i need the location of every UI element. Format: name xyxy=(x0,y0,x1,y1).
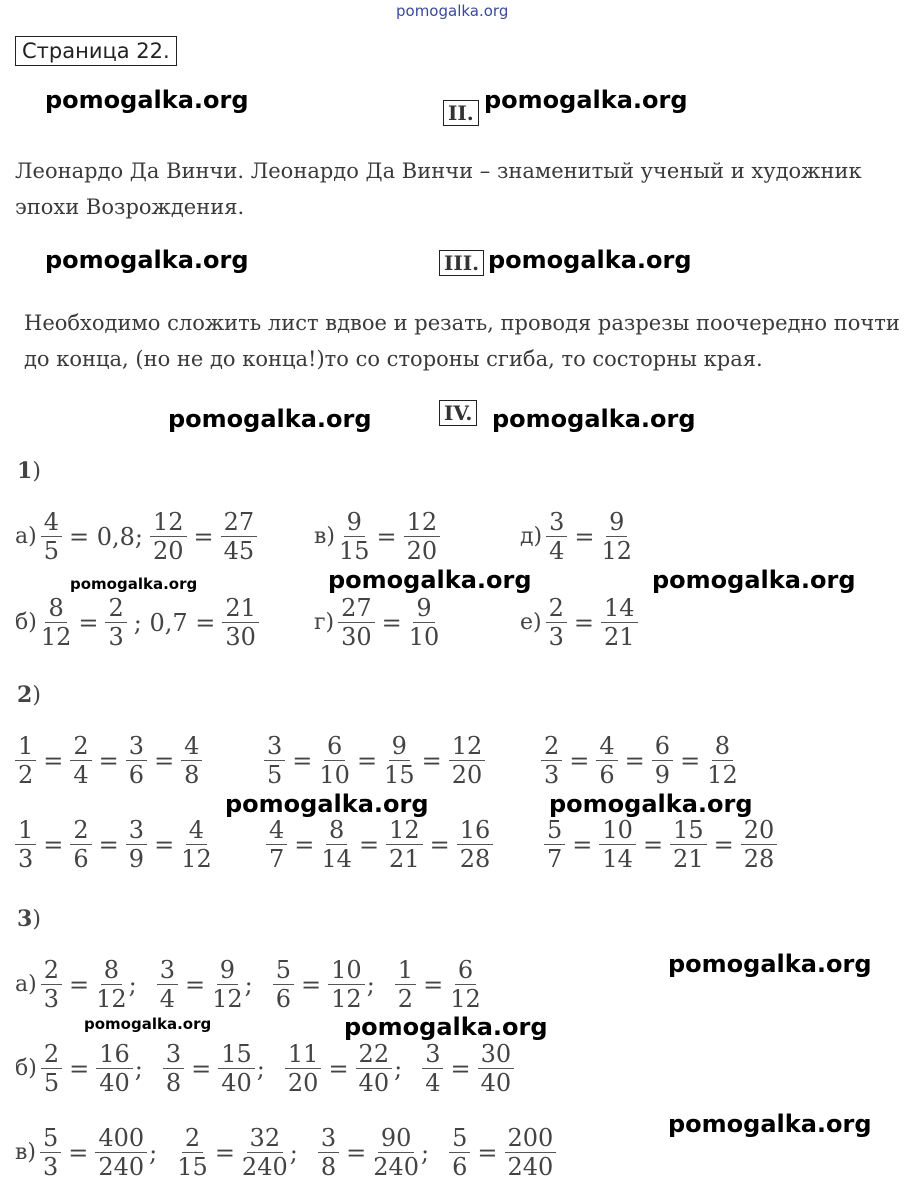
equation xyxy=(420,1040,516,1097)
numerator: 8 xyxy=(45,594,66,623)
fraction xyxy=(70,816,91,873)
equation xyxy=(271,956,375,1013)
fraction xyxy=(541,732,562,789)
separator: ; xyxy=(289,1138,298,1167)
watermark: pomogalka.org xyxy=(488,246,692,274)
denominator: 40 xyxy=(480,1069,512,1097)
denominator: 240 xyxy=(98,1153,145,1181)
item-label: г) xyxy=(314,610,335,635)
numerator: 5 xyxy=(544,816,565,845)
fraction xyxy=(150,508,187,565)
operator: = xyxy=(68,1138,89,1167)
numerator: 15 xyxy=(218,1040,255,1069)
operator: = xyxy=(43,746,64,775)
section-iii-text: Необходимо сложить лист вдвое и резать, проводя разрезы поочередно почти до конца, (но не до конца!)то со стороны сгиба, то состорны края. xyxy=(24,311,900,371)
numerator: 1 xyxy=(15,816,36,845)
fraction xyxy=(177,1124,208,1181)
fraction xyxy=(319,732,350,789)
numerator: 27 xyxy=(338,594,375,623)
operator: = xyxy=(43,830,64,859)
operator: = xyxy=(154,830,175,859)
watermark: pomogalka.org xyxy=(484,86,688,114)
numerator: 2 xyxy=(41,956,62,985)
equation xyxy=(175,1124,298,1181)
fraction xyxy=(95,1124,147,1181)
separator: ; xyxy=(256,1054,265,1083)
watermark: pomogalka.org xyxy=(668,1110,872,1138)
watermark: pomogalka.org xyxy=(652,566,856,594)
equation xyxy=(316,1124,429,1181)
task2-chain xyxy=(13,816,214,873)
denominator: 20 xyxy=(406,537,438,565)
numerator: 9 xyxy=(217,956,238,985)
denominator: 6 xyxy=(599,761,615,789)
operator: = xyxy=(680,746,701,775)
numerator: 12 xyxy=(449,732,486,761)
operator: = xyxy=(381,608,402,637)
task2-chain xyxy=(262,732,487,789)
operator: = xyxy=(358,830,380,859)
fraction xyxy=(273,956,294,1013)
task2-chain xyxy=(539,732,740,789)
operator: = xyxy=(78,608,99,637)
task1-item xyxy=(314,594,441,651)
fraction xyxy=(373,1124,419,1181)
watermark: pomogalka.org xyxy=(344,1013,548,1041)
denominator: 10 xyxy=(319,761,350,789)
fraction xyxy=(449,732,486,789)
task1-item xyxy=(520,508,634,565)
denominator: 20 xyxy=(152,537,184,565)
denominator: 6 xyxy=(275,985,292,1013)
fraction xyxy=(546,508,567,565)
operator: = xyxy=(98,746,119,775)
numerator: 3 xyxy=(157,956,178,985)
fraction xyxy=(386,816,423,873)
separator: ; xyxy=(149,1138,158,1167)
numerator: 8 xyxy=(101,956,122,985)
operator: = xyxy=(294,830,315,859)
numerator: 90 xyxy=(378,1124,415,1153)
denominator: 30 xyxy=(225,623,256,651)
fraction xyxy=(181,732,202,789)
section-ii-text: Леонардо Да Винчи. Леонардо Да Винчи – знаменитый ученый и художник эпохи Возрождения. xyxy=(15,159,862,219)
numerator: 12 xyxy=(150,508,187,537)
fraction xyxy=(596,732,617,789)
fraction xyxy=(321,816,352,873)
numerator: 5 xyxy=(273,956,294,985)
denominator: 12 xyxy=(96,985,127,1013)
fraction xyxy=(41,1040,62,1097)
numerator: 2 xyxy=(70,816,91,845)
denominator: 4 xyxy=(549,537,565,565)
separator: ; xyxy=(134,1054,143,1083)
watermark: pomogalka.org xyxy=(328,566,532,594)
fraction xyxy=(212,956,243,1013)
watermark: pomogalka.org xyxy=(45,246,249,274)
operator: = xyxy=(214,1138,235,1167)
fraction xyxy=(338,594,375,651)
section-iii-label: III. xyxy=(439,250,484,276)
fraction xyxy=(126,732,147,789)
item-label: в) xyxy=(314,524,335,549)
numerator: 14 xyxy=(601,594,638,623)
operator: = xyxy=(69,1054,90,1083)
numerator: 2 xyxy=(546,594,567,623)
denominator: 6 xyxy=(452,1153,468,1181)
numerator: 6 xyxy=(652,732,673,761)
numerator: 12 xyxy=(404,508,441,537)
numerator: 8 xyxy=(712,732,733,761)
denominator: 30 xyxy=(341,623,372,651)
operator: = xyxy=(346,1138,367,1167)
operator: = xyxy=(193,522,214,551)
operator: = xyxy=(292,746,313,775)
equation xyxy=(39,956,137,1013)
fraction xyxy=(41,594,72,651)
equation xyxy=(283,1040,402,1097)
fraction xyxy=(221,508,258,565)
fraction xyxy=(328,956,365,1013)
task2-chain xyxy=(542,816,779,873)
fraction xyxy=(505,1124,557,1181)
fraction xyxy=(457,816,494,873)
task3-row xyxy=(15,1040,534,1097)
numerator: 16 xyxy=(96,1040,133,1069)
denominator: 3 xyxy=(42,1153,59,1181)
numerator: 200 xyxy=(505,1124,557,1153)
numerator: 3 xyxy=(126,732,147,761)
watermark: pomogalka.org xyxy=(492,405,696,433)
operator: = xyxy=(376,522,397,551)
numerator: 3 xyxy=(546,508,567,537)
fraction xyxy=(96,1040,133,1097)
denominator: 12 xyxy=(601,537,633,565)
denominator: 240 xyxy=(373,1153,420,1181)
denominator: 21 xyxy=(673,845,704,873)
fraction xyxy=(601,594,638,651)
equation xyxy=(155,956,253,1013)
separator: ; xyxy=(244,970,253,999)
watermark: pomogalka.org xyxy=(84,1015,212,1033)
separator: ; xyxy=(366,970,375,999)
task-1-number: 1) xyxy=(17,458,41,484)
denominator: 9 xyxy=(654,761,671,789)
section-ii-label: II. xyxy=(443,100,479,126)
numerator: 2 xyxy=(182,1124,203,1153)
fraction xyxy=(218,1040,255,1097)
section-iv-label: IV. xyxy=(439,400,477,426)
denominator: 12 xyxy=(450,985,481,1013)
fraction xyxy=(96,956,127,1013)
equation xyxy=(393,956,483,1013)
denominator: 15 xyxy=(338,537,370,565)
numerator: 1 xyxy=(395,956,416,985)
operator: = xyxy=(642,830,664,859)
denominator: 3 xyxy=(43,985,59,1013)
numerator: 30 xyxy=(478,1040,515,1069)
operator: = xyxy=(356,746,378,775)
denominator: 240 xyxy=(241,1153,288,1181)
denominator: 4 xyxy=(159,985,176,1013)
denominator: 5 xyxy=(43,1069,60,1097)
fraction xyxy=(266,816,287,873)
fraction xyxy=(478,1040,515,1097)
operator: = xyxy=(328,1054,349,1083)
denominator: 4 xyxy=(425,1069,441,1097)
denominator: 8 xyxy=(165,1069,182,1097)
numerator: 8 xyxy=(326,816,347,845)
equation xyxy=(161,1040,265,1097)
task1-item xyxy=(15,594,261,651)
denominator: 12 xyxy=(331,985,362,1013)
denominator: 28 xyxy=(459,845,491,873)
denominator: 40 xyxy=(221,1069,252,1097)
denominator: 6 xyxy=(73,845,89,873)
denominator: 21 xyxy=(604,623,635,651)
fraction xyxy=(15,816,36,873)
watermark: pomogalka.org xyxy=(549,790,753,818)
operator: = xyxy=(624,746,645,775)
operator: = xyxy=(573,608,594,637)
denominator: 12 xyxy=(181,845,212,873)
watermark: pomogalka.org xyxy=(70,575,198,593)
numerator: 4 xyxy=(266,816,287,845)
denominator: 40 xyxy=(99,1069,130,1097)
operator: = xyxy=(185,970,206,999)
numerator: 4 xyxy=(596,732,617,761)
fraction xyxy=(105,594,126,651)
denominator: 20 xyxy=(287,1069,319,1097)
site-url-watermark: pomogalka.org xyxy=(396,2,509,20)
denominator: 21 xyxy=(389,845,420,873)
numerator: 2 xyxy=(41,1040,62,1069)
fraction xyxy=(652,732,673,789)
operator: ; 0,7 = xyxy=(133,608,216,637)
item-label: д) xyxy=(520,524,543,549)
fraction xyxy=(599,816,636,873)
fraction xyxy=(544,816,565,873)
operator: = xyxy=(423,970,444,999)
fraction xyxy=(741,816,778,873)
numerator: 2 xyxy=(105,594,126,623)
task1-item xyxy=(15,508,259,565)
numerator: 21 xyxy=(222,594,259,623)
denominator: 2 xyxy=(397,985,414,1013)
fraction xyxy=(242,1124,288,1181)
fraction xyxy=(707,732,738,789)
numerator: 9 xyxy=(389,732,410,761)
item-label: в) xyxy=(15,1140,36,1165)
operator: = xyxy=(421,746,442,775)
denominator: 14 xyxy=(321,845,352,873)
item-label: б) xyxy=(15,1056,37,1081)
numerator: 3 xyxy=(126,816,147,845)
numerator: 2 xyxy=(70,732,91,761)
denominator: 3 xyxy=(544,761,560,789)
denominator: 3 xyxy=(18,845,34,873)
task3-row xyxy=(15,1124,576,1181)
denominator: 15 xyxy=(177,1153,208,1181)
watermark: pomogalka.org xyxy=(45,86,249,114)
task1-item xyxy=(314,508,442,565)
fraction xyxy=(157,956,178,1013)
denominator: 4 xyxy=(73,761,89,789)
numerator: 2 xyxy=(541,732,562,761)
denominator: 3 xyxy=(108,623,124,651)
fraction xyxy=(409,594,440,651)
denominator: 9 xyxy=(128,845,145,873)
operator: = xyxy=(191,1054,212,1083)
fraction xyxy=(450,956,481,1013)
numerator: 22 xyxy=(356,1040,393,1069)
denominator: 45 xyxy=(223,537,255,565)
separator: ; xyxy=(421,1138,430,1167)
numerator: 3 xyxy=(318,1124,339,1153)
numerator: 4 xyxy=(41,508,62,537)
numerator: 3 xyxy=(163,1040,184,1069)
watermark: pomogalka.org xyxy=(225,790,429,818)
separator: ; xyxy=(394,1054,403,1083)
operator: = xyxy=(569,746,590,775)
fraction xyxy=(126,816,147,873)
task1-item xyxy=(520,594,640,651)
numerator: 1 xyxy=(15,732,36,761)
fraction xyxy=(422,1040,443,1097)
numerator: 20 xyxy=(741,816,778,845)
page-header: Страница 22. xyxy=(15,36,177,66)
denominator: 40 xyxy=(358,1069,390,1097)
numerator: 9 xyxy=(344,508,365,537)
equation xyxy=(38,1124,157,1181)
denominator: 7 xyxy=(269,845,285,873)
equation xyxy=(447,1124,558,1181)
fraction xyxy=(318,1124,339,1181)
fraction xyxy=(546,594,567,651)
operator: = xyxy=(429,830,450,859)
fraction xyxy=(41,956,62,1013)
item-label: а) xyxy=(15,524,37,549)
denominator: 12 xyxy=(40,623,72,651)
numerator: 400 xyxy=(95,1124,147,1153)
denominator: 8 xyxy=(320,1153,337,1181)
fraction xyxy=(384,732,415,789)
denominator: 240 xyxy=(507,1153,554,1181)
numerator: 6 xyxy=(324,732,345,761)
fraction xyxy=(15,732,36,789)
fraction xyxy=(181,816,212,873)
operator: = xyxy=(572,830,593,859)
task-3-number: 3) xyxy=(17,906,41,932)
operator: = xyxy=(450,1054,471,1083)
numerator: 9 xyxy=(606,508,627,537)
watermark: pomogalka.org xyxy=(668,950,872,978)
operator: = xyxy=(713,830,734,859)
task-2-number: 2) xyxy=(17,682,41,708)
denominator: 10 xyxy=(408,623,440,651)
numerator: 5 xyxy=(449,1124,470,1153)
fraction xyxy=(395,956,416,1013)
numerator: 3 xyxy=(422,1040,443,1069)
denominator: 5 xyxy=(43,537,59,565)
fraction xyxy=(285,1040,322,1097)
equation xyxy=(39,1040,143,1097)
denominator: 12 xyxy=(707,761,738,789)
denominator: 14 xyxy=(602,845,633,873)
task2-chain xyxy=(13,732,204,789)
denominator: 20 xyxy=(451,761,483,789)
task3-row xyxy=(15,956,501,1013)
numerator: 3 xyxy=(264,732,285,761)
numerator: 10 xyxy=(328,956,365,985)
denominator: 12 xyxy=(212,985,243,1013)
numerator: 4 xyxy=(181,732,202,761)
operator: = 0,8; xyxy=(68,522,143,551)
denominator: 3 xyxy=(548,623,564,651)
denominator: 15 xyxy=(384,761,415,789)
numerator: 5 xyxy=(40,1124,61,1153)
fraction xyxy=(41,508,62,565)
operator: = xyxy=(68,970,90,999)
denominator: 2 xyxy=(18,761,34,789)
fraction xyxy=(264,732,285,789)
operator: = xyxy=(477,1138,498,1167)
operator: = xyxy=(154,746,175,775)
numerator: 12 xyxy=(386,816,423,845)
fraction xyxy=(602,508,633,565)
operator: = xyxy=(301,970,322,999)
fraction xyxy=(70,732,91,789)
denominator: 7 xyxy=(547,845,563,873)
numerator: 4 xyxy=(186,816,207,845)
fraction xyxy=(222,594,259,651)
denominator: 28 xyxy=(743,845,775,873)
numerator: 9 xyxy=(413,594,434,623)
numerator: 15 xyxy=(670,816,707,845)
fraction xyxy=(670,816,707,873)
denominator: 8 xyxy=(184,761,200,789)
fraction xyxy=(404,508,441,565)
numerator: 6 xyxy=(455,956,476,985)
fraction xyxy=(356,1040,393,1097)
watermark: pomogalka.org xyxy=(168,405,372,433)
fraction xyxy=(163,1040,184,1097)
denominator: 5 xyxy=(267,761,283,789)
item-label: е) xyxy=(520,610,542,635)
denominator: 6 xyxy=(128,761,145,789)
numerator: 16 xyxy=(457,816,494,845)
item-label: а) xyxy=(15,972,37,997)
numerator: 32 xyxy=(247,1124,284,1153)
fraction xyxy=(40,1124,61,1181)
task2-chain xyxy=(264,816,495,873)
operator: = xyxy=(574,522,595,551)
fraction xyxy=(339,508,370,565)
separator: ; xyxy=(128,970,137,999)
operator: = xyxy=(98,830,119,859)
numerator: 11 xyxy=(285,1040,322,1069)
item-label: б) xyxy=(15,610,37,635)
numerator: 27 xyxy=(221,508,258,537)
fraction xyxy=(449,1124,470,1181)
numerator: 10 xyxy=(599,816,636,845)
